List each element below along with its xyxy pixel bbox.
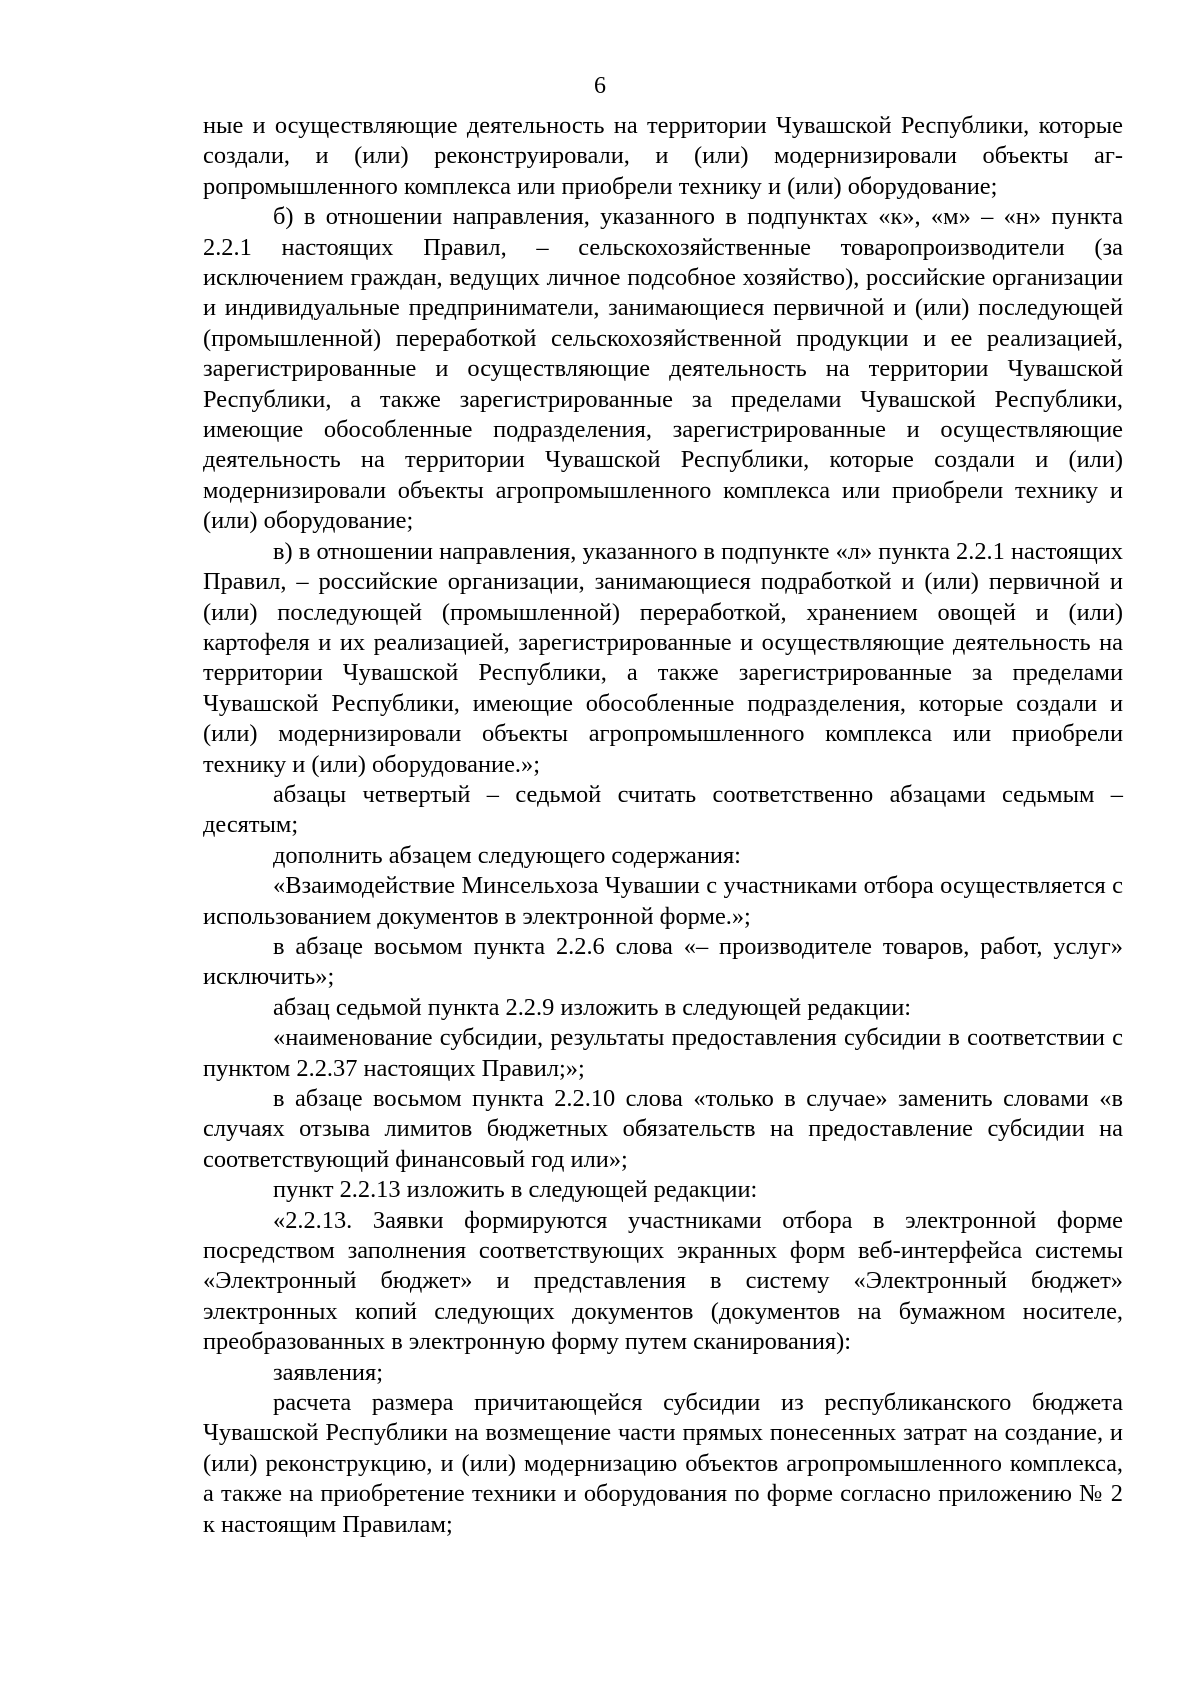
paragraph-2-2-13-header: пункт 2.2.13 изложить в следующей редакции: bbox=[273, 1176, 758, 1204]
paragraph-2-2-13-text: «2.2.13. Заявки формируются участниками отбора в электронной форме посредством заполнения соответствующих экранных форм веб-интерфейса системы «Электронный бюджет» и представления в систему «Электронный бюджет» электронных копий следующих документов (документов на бумажном носителе, преобразованных в электронную форму путем сканирования): bbox=[203, 1206, 1123, 1356]
document-body bbox=[203, 111, 1123, 1540]
paragraph-2-2-6-amendment: в абзаце восьмом пункта 2.2.6 слова «– производителе товаров, работ, услуг» исключить»; bbox=[203, 932, 1123, 991]
paragraph-2-2-10-amendment: в абзаце восьмом пункта 2.2.10 слова «только в случае» заменить словами «в случаях отзыва лимитов бюджетных обязательств на предоставление субсидии на соответствующий финансовый год или»; bbox=[203, 1085, 1123, 1173]
paragraph-2-2-9-amendment: абзац седьмой пункта 2.2.9 изложить в следующей редакции: bbox=[273, 993, 912, 1021]
paragraph-subitem-b: б) в отношении направления, указанного в подпунктах «к», «м» – «н» пункта 2.2.1 настоящих Правил, – сельскохозяйственные товаропроизводители (за исключением граждан, ведущих личное подсобное хозяйство), российские организации и индивидуальные предприниматели, занимающиеся первичной и (или) последующей (промышленной) переработкой сельскохозяйственной продукции и ее реализацией, зарегистрированные и осуществляющие деятельность на территории Чувашской Республики, а также зарегистрированные за пределами Чувашской Республики, имеющие обособленные подразделения, зарегистрированные и осуществляющие деятельность на территории Чувашской Республики, которые создали и (или) модернизировали объекты агропромышленного комплекса или приобрели технику и (или) оборудование; bbox=[203, 203, 1123, 535]
paragraph-subsidy-name: «наименование субсидии, результаты предоставления субсидии в соответствии с пунктом 2.2.37 настоящих Правил;»; bbox=[203, 1024, 1123, 1082]
paragraph-application: заявления; bbox=[273, 1358, 383, 1386]
paragraph-subsidy-calculation: расчета размера причитающейся субсидии из республиканского бюджета Чувашской Республики на возмещение части прямых понесенных затрат на создание, и (или) реконструкцию, и (или) модернизацию объектов агропромышленного комплекса, а также на приобретение техники и оборудования по форме согласно приложению № 2 к настоящим Правилам; bbox=[203, 1389, 1123, 1538]
paragraph-renumber-clause: абзацы четвертый – седьмой считать соответственно абзацами седьмым – десятым; bbox=[203, 780, 1123, 839]
paragraph-add-clause: дополнить абзацем следующего содержания: bbox=[273, 841, 741, 869]
paragraph-electronic-interaction: «Взаимодействие Минсельхоза Чувашии с участниками отбора осуществляется с использованием документов в электронной форме.»; bbox=[203, 872, 1123, 930]
paragraph-subitem-v: в) в отношении направления, указанного в подпункте «л» пункта 2.2.1 настоящих Правил, – российские организации, занимающиеся подработкой и (или) первичной и (или) последующей (промышленной) переработкой, хранением овощей и (или) картофеля и их реализацией, зарегистрированные и осуществляющие деятельность на территории Чувашской Республики, а также зарегистрированные за пределами Чувашской Республики, имеющие обособленные подразделения, которые создали и (или) модернизировали объекты агропромышленного комплекса или приобрели технику и (или) оборудование.»; bbox=[203, 537, 1123, 778]
page-number: 6 bbox=[594, 73, 606, 99]
paragraph-continuation: ные и осуществляющие деятельность на территории Чувашской Республики, которые создали, и (или) реконструировали, и (или) модернизировали объекты агропромышленного комплекса или приобрели технику и (или) оборудование; bbox=[203, 112, 1123, 200]
